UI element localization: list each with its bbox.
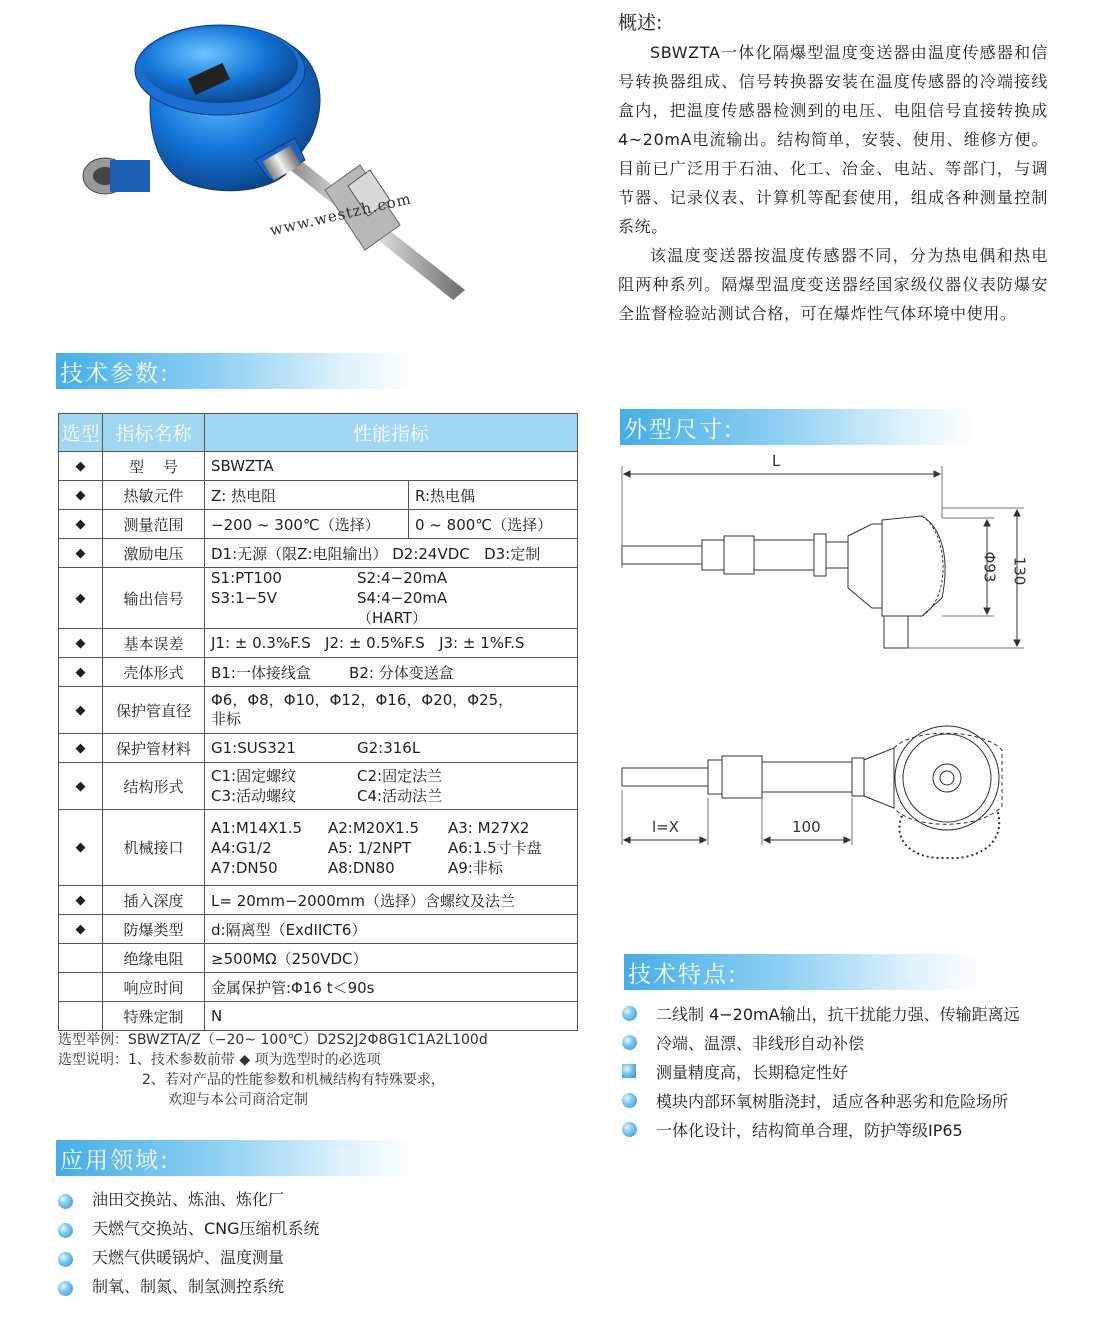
param-value: R:热电偶 bbox=[409, 481, 578, 510]
param-name: 基本误差 bbox=[103, 629, 205, 658]
option-line: 非标 bbox=[211, 710, 242, 728]
param-name: 激励电压 bbox=[103, 539, 205, 568]
applications-list bbox=[58, 1188, 320, 1304]
table-row bbox=[59, 658, 578, 687]
option: A3: M27X2 bbox=[448, 818, 530, 837]
option: A9:非标 bbox=[448, 858, 503, 877]
list-item bbox=[622, 1000, 1022, 1029]
list-item bbox=[58, 1188, 320, 1217]
bullet-icon bbox=[622, 1006, 637, 1021]
table-row bbox=[59, 629, 578, 658]
dim-label-diameter: Φ93 bbox=[980, 551, 999, 583]
item-text: 油田交换站、炼油、炼化厂 bbox=[92, 1190, 285, 1209]
option: C4:活动法兰 bbox=[357, 787, 443, 805]
required-mark: ◆ bbox=[59, 810, 103, 886]
param-value: 0 ~ 800℃（选择） bbox=[409, 510, 578, 539]
list-item bbox=[622, 1087, 1022, 1116]
overview-paragraph: SBWZTA一体化隔爆型温度变送器由温度传感器和信号转换器组成、信号转换器安装在温度传感器的冷端接线盒内，把温度传感器检测到的电压、电阻信号直接转换成4~20mA电流输出。结构简单，安装、使用、维修方便。目前已广泛用于石油、化工、冶金、电站、等部门，与调节器、记录仪表、计算机等配套使用，组成各种测量控制系统。 bbox=[618, 43, 1048, 236]
option: A5: 1/2NPT bbox=[328, 838, 412, 857]
param-name: 机械接口 bbox=[103, 810, 205, 886]
option: A1:M14X1.5 bbox=[211, 818, 303, 837]
required-mark: ◆ bbox=[59, 658, 103, 687]
param-name: 热敏元件 bbox=[103, 481, 205, 510]
list-item bbox=[58, 1275, 320, 1304]
table-header-row bbox=[59, 414, 578, 452]
dim-label-length: L bbox=[772, 452, 781, 470]
table-row bbox=[59, 810, 578, 886]
required-mark: ◆ bbox=[59, 915, 103, 944]
table-row bbox=[59, 687, 578, 734]
header-select: 选型 bbox=[59, 414, 103, 452]
item-text: 一体化设计，结构简单合理，防护等级IP65 bbox=[656, 1121, 963, 1140]
required-mark: ◆ bbox=[59, 481, 103, 510]
item-text: 天燃气交换站、CNG压缩机系统 bbox=[92, 1219, 320, 1238]
option: A2:M20X1.5 bbox=[328, 818, 420, 837]
param-value: D1:无源（限Z:电阻输出） D2:24VDC D3:定制 bbox=[205, 539, 578, 568]
option: C2:固定法兰 bbox=[357, 767, 443, 785]
header-name: 指标名称 bbox=[103, 414, 205, 452]
selection-desc: 欢迎与本公司商洽定制 bbox=[168, 1092, 308, 1108]
list-item bbox=[58, 1246, 320, 1275]
bullet-icon bbox=[58, 1281, 73, 1296]
section-header-tech-params bbox=[56, 353, 416, 389]
section-header-applications bbox=[56, 1140, 416, 1176]
param-name: 防爆类型 bbox=[103, 915, 205, 944]
option: A4:G1/2 bbox=[211, 838, 272, 857]
table-row bbox=[59, 481, 578, 510]
param-name: 壳体形式 bbox=[103, 658, 205, 687]
table-row bbox=[59, 915, 578, 944]
bullet-square-icon bbox=[622, 1064, 636, 1078]
overview-paragraph: 该温度变送器按温度传感器不同，分为热电偶和热电阻两种系列。隔爆型温度变送器经国家级仪器仪表防爆安全监督检验站测试合格，可在爆炸性气体环境中使用。 bbox=[618, 246, 1048, 323]
table-row bbox=[59, 944, 578, 973]
table-row bbox=[59, 452, 578, 481]
param-name: 型 号 bbox=[103, 452, 205, 481]
param-value: −200 ~ 300℃（选择） bbox=[205, 510, 409, 539]
param-name: 特殊定制 bbox=[103, 1002, 205, 1031]
empty-mark bbox=[59, 944, 103, 973]
param-name: 结构形式 bbox=[103, 763, 205, 810]
list-item bbox=[622, 1058, 1022, 1087]
selection-desc: 选型说明：1、技术参数前带 ◆ 项为选型时的必选项 bbox=[58, 1052, 381, 1068]
dim-label-height: 130 bbox=[1010, 556, 1029, 586]
bullet-icon bbox=[58, 1194, 73, 1209]
section-title: 外型尺寸: bbox=[624, 417, 734, 443]
list-item bbox=[622, 1116, 1022, 1145]
param-name: 输出信号 bbox=[103, 568, 205, 629]
required-mark: ◆ bbox=[59, 452, 103, 481]
bullet-icon bbox=[622, 1122, 637, 1137]
required-mark: ◆ bbox=[59, 510, 103, 539]
param-value bbox=[205, 763, 578, 810]
section-title: 技术特点: bbox=[628, 962, 738, 988]
overview-title: 概述: bbox=[618, 12, 663, 34]
param-name: 插入深度 bbox=[103, 886, 205, 915]
item-text: 制氧、制氮、制氢测控系统 bbox=[92, 1277, 285, 1296]
section-header-features bbox=[624, 954, 984, 990]
required-mark: ◆ bbox=[59, 687, 103, 734]
param-value: SBWZTA bbox=[205, 452, 578, 481]
bullet-icon bbox=[58, 1252, 73, 1267]
required-mark: ◆ bbox=[59, 568, 103, 629]
option: A7:DN50 bbox=[211, 858, 278, 877]
param-value bbox=[205, 568, 578, 629]
param-value: Z: 热电阻 bbox=[205, 481, 409, 510]
option: S1:PT100 bbox=[211, 569, 282, 587]
section-title: 应用领域: bbox=[60, 1148, 170, 1174]
option: C3:活动螺纹 bbox=[211, 787, 297, 805]
overview-text bbox=[618, 38, 1048, 328]
param-name: 绝缘电阻 bbox=[103, 944, 205, 973]
option: A6:1.5寸卡盘 bbox=[448, 838, 542, 857]
option: S4:4−20mA（HART） bbox=[357, 589, 448, 627]
front-view-svg bbox=[612, 720, 1042, 870]
param-name: 测量范围 bbox=[103, 510, 205, 539]
list-item bbox=[58, 1217, 320, 1246]
empty-mark bbox=[59, 1002, 103, 1031]
option: C1:固定螺纹 bbox=[211, 767, 297, 785]
transmitter-image bbox=[70, 10, 490, 310]
param-value: L= 20mm−2000mm（选择）含螺纹及法兰 bbox=[205, 886, 578, 915]
selection-desc: 2、若对产品的性能参数和机械结构有特殊要求， bbox=[142, 1072, 445, 1088]
param-name: 保护管材料 bbox=[103, 734, 205, 763]
param-value bbox=[205, 687, 578, 734]
param-name: 响应时间 bbox=[103, 973, 205, 1002]
required-mark: ◆ bbox=[59, 763, 103, 810]
side-view-svg bbox=[612, 448, 1042, 658]
param-value: 金属保护管:Φ16 t＜90s bbox=[205, 973, 578, 1002]
table-row bbox=[59, 568, 578, 629]
param-value: J1: ± 0.3%F.S J2: ± 0.5%F.S J3: ± 1%F.S bbox=[205, 629, 578, 658]
bullet-icon bbox=[622, 1035, 637, 1050]
option-line: Φ6，Φ8，Φ10，Φ12，Φ16，Φ20，Φ25， bbox=[211, 691, 514, 709]
selection-notes bbox=[58, 1030, 488, 1110]
param-name: 保护管直径 bbox=[103, 687, 205, 734]
table-row bbox=[59, 1002, 578, 1031]
option: G1:SUS321 bbox=[211, 739, 296, 757]
selection-example: 选型举例：SBWZTA/Z（−20~ 100℃）D2S2J2Φ8G1C1A2L100d bbox=[58, 1032, 488, 1048]
product-photo bbox=[70, 10, 490, 310]
bullet-icon bbox=[622, 1093, 637, 1108]
dimension-drawing-front bbox=[612, 720, 1042, 870]
section-title: 技术参数: bbox=[60, 361, 170, 387]
features-list bbox=[622, 1000, 1022, 1145]
required-mark: ◆ bbox=[59, 886, 103, 915]
option: S2:4−20mA bbox=[357, 569, 448, 587]
item-text: 测量精度高，长期稳定性好 bbox=[656, 1063, 849, 1082]
section-header-dimensions bbox=[620, 409, 980, 445]
param-value bbox=[205, 734, 578, 763]
list-item bbox=[622, 1029, 1022, 1058]
spec-table bbox=[58, 413, 578, 1031]
item-text: 二线制 4−20mA输出，抗干扰能力强、传输距离远 bbox=[656, 1005, 1020, 1024]
option: S3:1−5V bbox=[211, 589, 278, 607]
required-mark: ◆ bbox=[59, 539, 103, 568]
dim-label-100: 100 bbox=[792, 818, 821, 836]
dim-label-insert: l=X bbox=[652, 818, 680, 836]
param-value: N bbox=[205, 1002, 578, 1031]
required-mark: ◆ bbox=[59, 734, 103, 763]
option: G2:316L bbox=[357, 739, 421, 757]
item-text: 天燃气供暖锅炉、温度测量 bbox=[92, 1248, 285, 1267]
watermark: www.westzh.com bbox=[268, 189, 414, 240]
bullet-icon bbox=[58, 1223, 73, 1238]
table-row bbox=[59, 973, 578, 1002]
empty-mark bbox=[59, 973, 103, 1002]
header-perf: 性能指标 bbox=[205, 414, 578, 452]
required-mark: ◆ bbox=[59, 629, 103, 658]
param-value bbox=[205, 810, 578, 886]
table-row bbox=[59, 763, 578, 810]
table-row bbox=[59, 886, 578, 915]
param-value: ≥500MΩ（250VDC） bbox=[205, 944, 578, 973]
param-value: B1:一体接线盒 B2: 分体变送盒 bbox=[205, 658, 578, 687]
dimension-drawing-side bbox=[612, 448, 1042, 658]
table-row bbox=[59, 734, 578, 763]
option: A8:DN80 bbox=[328, 858, 395, 877]
table-row bbox=[59, 510, 578, 539]
item-text: 冷端、温漂、非线形自动补偿 bbox=[656, 1034, 865, 1053]
table-row bbox=[59, 539, 578, 568]
param-value: d:隔离型（ExdIICT6） bbox=[205, 915, 578, 944]
item-text: 模块内部环氧树脂浇封，适应各种恶劣和危险场所 bbox=[656, 1092, 1009, 1111]
